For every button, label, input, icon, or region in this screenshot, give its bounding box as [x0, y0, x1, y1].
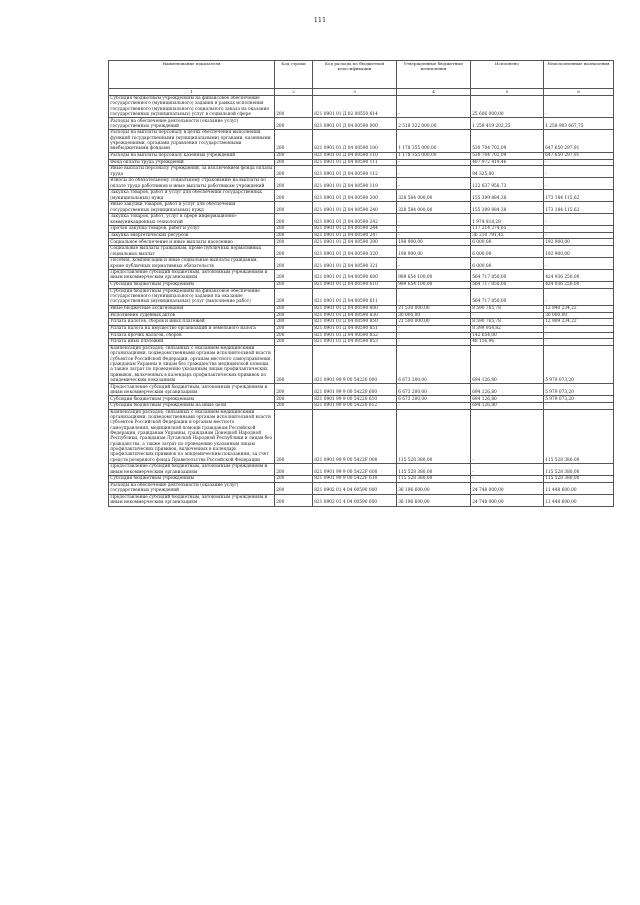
row-executed: 48 156,96	[471, 339, 544, 346]
row-unexecuted: 30 000,00	[544, 312, 614, 319]
row-unexecuted: 11 448 600,00	[544, 482, 614, 494]
row-name: Расходы на обеспечение деятельности (оказание услуг) государственных учреждений	[109, 118, 275, 130]
table-row	[109, 319, 614, 326]
row-executed: 6 000,00	[471, 239, 544, 246]
row-classification: 821 0901 01 Д 04 00590 850	[313, 319, 397, 326]
row-approved: -	[397, 159, 471, 166]
row-executed: 1 259 419 202,25	[471, 118, 544, 130]
row-classification: 821 0901 99 9 00 5422F 600	[313, 464, 397, 476]
row-name: Компенсация расходов, связанных с оказанием медицинскими организациями, подведомственными органам исполнительной власти субъектов Российской Федерации и органам местного самоуправления, медицинской помощи гражданам Российской Федерации, гражданам Украины, гражданам Донецкой Народной Республики, гражданам Луганской Народной Республики и лицам без гражданства, а также затрат по проведению указанным лицам профилактических прививок, включенных в календарь профилактических прививок по эпидемическим показаниям, за счет средств резервного фонда Правительства Российской Федерации	[109, 409, 275, 463]
row-unexecuted: -	[544, 166, 614, 178]
row-approved: 21 500 000,00	[397, 319, 471, 326]
table-row	[109, 332, 614, 339]
table-row	[109, 494, 614, 506]
row-name: Субсидии бюджетным учреждениям на финансовое обеспечение государственного (муниципального) задания на оказание государственных (муниципальных) услуг (выполнение работ)	[109, 288, 275, 305]
table-row	[109, 482, 614, 494]
row-classification: 821 0901 99 9 00 54220 612	[313, 403, 397, 410]
row-code: 200	[275, 384, 313, 396]
row-executed: 24 748 000,00	[471, 482, 544, 494]
row-code: 200	[275, 118, 313, 130]
table-row	[109, 281, 614, 288]
row-approved: 36 196 600,00	[397, 494, 471, 506]
row-approved: 1 178 355 000,00	[397, 130, 471, 153]
row-approved: 21 530 000,00	[397, 305, 471, 312]
row-code: 200	[275, 332, 313, 339]
row-name: Компенсация расходов, связанных с оказанием медицинскими организациями, подведомственными органам исполнительной власти субъектов Российской Федерации, органам местного самоуправления, гражданам Украины и лицам без гражданства медицинской помощи, а также затрат по проведению указанным лицам профилактических прививок, включенных в календарь профилактических прививок по эпидемическим показаниям	[109, 345, 275, 383]
row-code: 200	[275, 95, 313, 118]
row-classification: 821 0901 01 Д 04 00590 830	[313, 312, 397, 319]
table-row	[109, 95, 614, 118]
row-unexecuted: -	[544, 226, 614, 233]
row-approved: -	[397, 166, 471, 178]
table-row	[109, 258, 614, 270]
row-unexecuted: 11 448 600,00	[544, 494, 614, 506]
column-number: 2	[275, 89, 313, 95]
table-row	[109, 239, 614, 246]
row-approved: 115 528 380,00	[397, 409, 471, 463]
row-executed: 94 325,00	[471, 166, 544, 178]
row-name: Закупка энергетических ресурсов	[109, 232, 275, 239]
row-unexecuted: 173 184 115,62	[544, 190, 614, 202]
table-body	[109, 95, 614, 506]
row-code: 200	[275, 269, 313, 281]
header-unexecuted: Неисполненные назначения	[544, 61, 614, 89]
row-classification: 821 0901 99 9 00 5422F 000	[313, 409, 397, 463]
row-name: Пособия, компенсации и иные социальные выплаты гражданам, кроме публичных нормативных обязательств	[109, 258, 275, 270]
column-number: 5	[471, 89, 544, 95]
row-code: 200	[275, 403, 313, 410]
row-executed: 8 590 765,78	[471, 305, 544, 312]
row-executed: 564 717 850,00	[471, 281, 544, 288]
table-row	[109, 246, 614, 258]
row-code: 200	[275, 258, 313, 270]
row-classification: 821 0901 01 Д 04 00590 800	[313, 305, 397, 312]
row-executed: 694 126,80	[471, 396, 544, 403]
row-unexecuted: -	[544, 339, 614, 346]
table-row	[109, 166, 614, 178]
row-unexecuted: 12 909 234,22	[544, 319, 614, 326]
row-classification: 821 0901 01 Д 04 00590 000	[313, 118, 397, 130]
row-approved: 328 584 000,00	[397, 202, 471, 214]
row-code: 200	[275, 232, 313, 239]
row-code: 200	[275, 464, 313, 476]
row-code: 200	[275, 246, 313, 258]
row-code: 200	[275, 178, 313, 190]
row-code: 200	[275, 226, 313, 233]
row-code: 200	[275, 312, 313, 319]
row-name: Уплата иных платежей	[109, 339, 275, 346]
row-approved: 30 000,00	[397, 312, 471, 319]
row-name: Закупка товаров, работ, услуг в сфере информационно-коммуникационных технологий	[109, 214, 275, 226]
row-unexecuted: 173 184 115,62	[544, 202, 614, 214]
row-unexecuted: -	[544, 288, 614, 305]
row-classification: 821 0901 01 Д 04 00590 853	[313, 339, 397, 346]
row-code: 200	[275, 202, 313, 214]
row-executed: 8 590 765,78	[471, 319, 544, 326]
table-row	[109, 232, 614, 239]
row-classification: 821 0901 01 Д 04 00590 600	[313, 269, 397, 281]
row-unexecuted: 192 900,00	[544, 246, 614, 258]
row-name: Субсидии бюджетным учреждениям	[109, 281, 275, 288]
row-name: Расходы на выплаты персоналу казенных учреждений	[109, 152, 275, 159]
row-name: Исполнение судебных актов	[109, 312, 275, 319]
row-name: Уплата налогов, сборов и иных платежей	[109, 319, 275, 326]
row-approved: 1 178 355 000,00	[397, 152, 471, 159]
row-classification: 821 0901 01 Д 04 00590 200	[313, 190, 397, 202]
row-code: 200	[275, 281, 313, 288]
row-unexecuted: 192 900,00	[544, 239, 614, 246]
row-classification: 821 0901 01 Д 04 00590 320	[313, 246, 397, 258]
row-classification: 821 0901 01 Д 04 00590 100	[313, 130, 397, 153]
row-classification: 821 0901 01 Д 04 00590 240	[313, 202, 397, 214]
row-classification: 821 0901 01 Д 02 00550 614	[313, 95, 397, 118]
row-unexecuted: 424 936 250,00	[544, 269, 614, 281]
row-code: 200	[275, 409, 313, 463]
row-name: Субсидии бюджетным учреждениям на иные цели	[109, 403, 275, 410]
row-executed: 25 606 000,00	[471, 95, 544, 118]
row-executed: 407 972 419,46	[471, 159, 544, 166]
row-executed: 694 126,80	[471, 403, 544, 410]
row-code: 200	[275, 476, 313, 483]
row-approved: -	[397, 178, 471, 190]
row-approved: 115 528 380,00	[397, 476, 471, 483]
row-code: 200	[275, 305, 313, 312]
table-row	[109, 159, 614, 166]
row-code: 200	[275, 152, 313, 159]
row-unexecuted: -	[544, 214, 614, 226]
row-unexecuted: 647 650 297,91	[544, 130, 614, 153]
row-executed: 6 000,00	[471, 258, 544, 270]
row-unexecuted: -	[544, 325, 614, 332]
row-unexecuted: 647 650 297,91	[544, 152, 614, 159]
table-row	[109, 396, 614, 403]
header-code: Код строки	[275, 61, 313, 89]
row-classification: 821 0901 01 Д 04 00590 851	[313, 325, 397, 332]
row-unexecuted: 5 979 073,20	[544, 396, 614, 403]
row-classification: 821 0901 01 Д 04 00590 611	[313, 288, 397, 305]
row-unexecuted: -	[544, 232, 614, 239]
row-name: Субсидии бюджетным учреждениям	[109, 476, 275, 483]
row-code: 200	[275, 166, 313, 178]
column-number: 4	[397, 89, 471, 95]
row-executed: 117 214 274,65	[471, 226, 544, 233]
row-classification: 821 0901 99 9 00 5422F 610	[313, 476, 397, 483]
row-approved: 6 673 200,00	[397, 384, 471, 396]
row-executed: -	[471, 312, 544, 319]
row-executed: 564 717 850,00	[471, 269, 544, 281]
row-name: Предоставление субсидий бюджетным, автономным учреждениям и иным некоммерческим организациям	[109, 384, 275, 396]
table-row	[109, 384, 614, 396]
table-row	[109, 288, 614, 305]
table-row	[109, 152, 614, 159]
row-approved: -	[397, 403, 471, 410]
row-name: Прочая закупка товаров, работ и услуг	[109, 226, 275, 233]
row-name: Закупка товаров, работ и услуг для обеспечения государственных (муниципальных) нужд	[109, 190, 275, 202]
row-executed: -	[471, 464, 544, 476]
row-approved: -	[397, 214, 471, 226]
row-name: Предоставление субсидий бюджетным, автономным учреждениям и иным некоммерческим организациям	[109, 494, 275, 506]
table-row	[109, 339, 614, 346]
table-row	[109, 118, 614, 130]
row-classification: 821 0901 99 9 00 54220 000	[313, 345, 397, 383]
row-classification: 821 0901 01 Д 04 00590 110	[313, 152, 397, 159]
row-classification: 821 0901 01 Д 04 00590 111	[313, 159, 397, 166]
row-name: Уплата прочих налогов, сборов	[109, 332, 275, 339]
row-name: Расходы на выплаты персоналу в целях обеспечения выполнения функций государственными (муниципальными) органами, казенными учреждениями, органами управления государственными внебюджетными фондами	[109, 130, 275, 153]
row-classification: 821 0901 01 Д 04 00590 300	[313, 239, 397, 246]
row-executed: 6 000,00	[471, 246, 544, 258]
table-row	[109, 178, 614, 190]
row-executed: 1 974 818,28	[471, 214, 544, 226]
row-approved: 989 654 100,00	[397, 281, 471, 288]
row-name: Социальное обеспечение и иные выплаты населению	[109, 239, 275, 246]
row-code: 200	[275, 190, 313, 202]
row-executed: 155 399 884,38	[471, 190, 544, 202]
row-approved: -	[397, 226, 471, 233]
row-classification: 821 0901 99 9 00 54220 600	[313, 384, 397, 396]
row-approved: 328 584 000,00	[397, 190, 471, 202]
row-code: 200	[275, 214, 313, 226]
row-executed: 122 637 956,73	[471, 178, 544, 190]
table-row	[109, 409, 614, 463]
row-unexecuted: 115 528 380,00	[544, 476, 614, 483]
row-code: 200	[275, 239, 313, 246]
row-executed: 36 210 791,45	[471, 232, 544, 239]
row-approved: 989 654 100,00	[397, 269, 471, 281]
column-number: 3	[313, 89, 397, 95]
table-row	[109, 476, 614, 483]
table-row	[109, 345, 614, 383]
table-row	[109, 202, 614, 214]
row-code: 200	[275, 494, 313, 506]
row-code: 200	[275, 482, 313, 494]
table-row	[109, 305, 614, 312]
row-code: 200	[275, 319, 313, 326]
column-number: 1	[109, 89, 275, 95]
table-row	[109, 190, 614, 202]
row-classification: 821 0901 99 9 00 54220 610	[313, 396, 397, 403]
row-name: Субсидии бюджетным учреждениям	[109, 396, 275, 403]
row-name: Иные выплаты персоналу учреждений, за исключением фонда оплаты труда	[110, 166, 273, 177]
row-code: 200	[275, 159, 313, 166]
row-unexecuted: -	[544, 403, 614, 410]
row-executed: 155 399 884,38	[471, 202, 544, 214]
row-classification: 821 0901 01 Д 04 00590 119	[313, 178, 397, 190]
row-name: Расходы на обеспечение деятельности (оказание услуг) государственных учреждений	[109, 482, 275, 494]
row-approved: 6 673 200,00	[397, 396, 471, 403]
row-executed: 530 704 702,09	[471, 130, 544, 153]
row-unexecuted: 115 528 380,00	[544, 464, 614, 476]
row-executed: 24 748 000,00	[471, 494, 544, 506]
row-unexecuted: -	[544, 159, 614, 166]
header-approved: Утвержденные бюджетные назначения	[397, 61, 471, 89]
row-name: Иные закупки товаров, работ и услуг для обеспечения государственных (муниципальных) нужд	[109, 202, 275, 214]
table-row	[109, 464, 614, 476]
row-approved: -	[397, 339, 471, 346]
table-header-row	[109, 61, 614, 89]
row-name: Предоставление субсидий бюджетным, автономным учреждениям и иным некоммерческим организациям	[109, 269, 275, 281]
row-code: 200	[275, 325, 313, 332]
row-classification: 821 0901 01 Д 04 00590 112	[313, 166, 397, 178]
row-unexecuted: -	[544, 332, 614, 339]
row-classification: 821 0901 01 Д 04 00590 244	[313, 226, 397, 233]
row-unexecuted: 424 936 250,00	[544, 281, 614, 288]
row-code: 200	[275, 396, 313, 403]
row-unexecuted: -	[544, 258, 614, 270]
row-name: Предоставление субсидий бюджетным, автономным учреждениям и иным некоммерческим организациям	[109, 464, 275, 476]
row-executed: 530 704 702,09	[471, 152, 544, 159]
row-classification: 821 0901 01 Д 04 00590 242	[313, 214, 397, 226]
row-executed: -	[471, 476, 544, 483]
row-executed: 694 126,80	[471, 384, 544, 396]
row-unexecuted: 5 979 073,20	[544, 345, 614, 383]
row-executed: 694 126,80	[471, 345, 544, 383]
row-classification: 821 0902 01 4 04 00590 000	[313, 482, 397, 494]
table-row	[109, 226, 614, 233]
table-row	[109, 269, 614, 281]
header-executed: Исполнено	[471, 61, 544, 89]
row-approved: -	[397, 332, 471, 339]
column-number: 6	[544, 89, 614, 95]
row-approved: 36 196 600,00	[397, 482, 471, 494]
row-classification: 821 0902 01 4 04 00590 600	[313, 494, 397, 506]
row-approved: -	[397, 232, 471, 239]
header-classification: Код расхода по бюджетной классификации	[313, 61, 397, 89]
row-approved: -	[397, 288, 471, 305]
row-classification: 821 0901 01 Д 04 00590 321	[313, 258, 397, 270]
table-row	[109, 325, 614, 332]
row-executed: 564 717 850,00	[471, 288, 544, 305]
row-approved: -	[397, 95, 471, 118]
row-name: Уплата налога на имущество организаций и земельного налога	[109, 325, 275, 332]
row-code: 200	[275, 345, 313, 383]
row-name: Иные бюджетные ассигнования	[109, 305, 275, 312]
table-row	[109, 130, 614, 153]
header-name: Наименование показателя	[109, 61, 275, 89]
row-approved: -	[397, 258, 471, 270]
table-row	[109, 403, 614, 410]
row-name: Взносы по обязательному социальному страхованию на выплаты по оплате труда работников и иные выплаты работникам учреждений	[109, 178, 275, 190]
row-approved: 115 528 380,00	[397, 464, 471, 476]
row-classification: 821 0901 01 Д 04 00590 852	[313, 332, 397, 339]
row-name: Субсидия бюджетным учреждениям на финансовое обеспечение государственного (муниципального) задания в рамках исполнения государственного (муниципального) социального заказа на оказание государственных (муниципальных) услуг в социальной сфере	[109, 95, 275, 118]
row-name: Социальные выплаты гражданам, кроме публичных нормативных социальных выплат	[109, 246, 275, 258]
row-unexecuted: 5 979 073,20	[544, 384, 614, 396]
row-unexecuted: -	[544, 178, 614, 190]
row-code: 200	[275, 339, 313, 346]
row-executed: 8 399 954,82	[471, 325, 544, 332]
expenses-table	[108, 60, 614, 507]
row-classification: 821 0901 01 Д 04 00590 247	[313, 232, 397, 239]
row-approved: 6 673 200,00	[397, 345, 471, 383]
row-approved: -	[397, 325, 471, 332]
row-unexecuted: 115 528 380,00	[544, 409, 614, 463]
row-classification: 821 0901 01 Д 04 00590 610	[313, 281, 397, 288]
row-approved: 198 900,00	[397, 239, 471, 246]
table-row	[109, 214, 614, 226]
row-executed: -	[471, 409, 544, 463]
row-approved: 198 900,00	[397, 246, 471, 258]
table-row	[109, 312, 614, 319]
row-name: Фонд оплаты труда учреждений	[109, 159, 275, 166]
row-code: 200	[275, 130, 313, 153]
row-unexecuted: 1 258 903 667,75	[544, 118, 614, 130]
row-approved: 2 518 322 000,00	[397, 118, 471, 130]
row-executed: 142 654,00	[471, 332, 544, 339]
row-code: 200	[275, 288, 313, 305]
row-unexecuted: -	[544, 95, 614, 118]
row-unexecuted: 12 940 234,22	[544, 305, 614, 312]
page-number: 111	[313, 16, 327, 24]
